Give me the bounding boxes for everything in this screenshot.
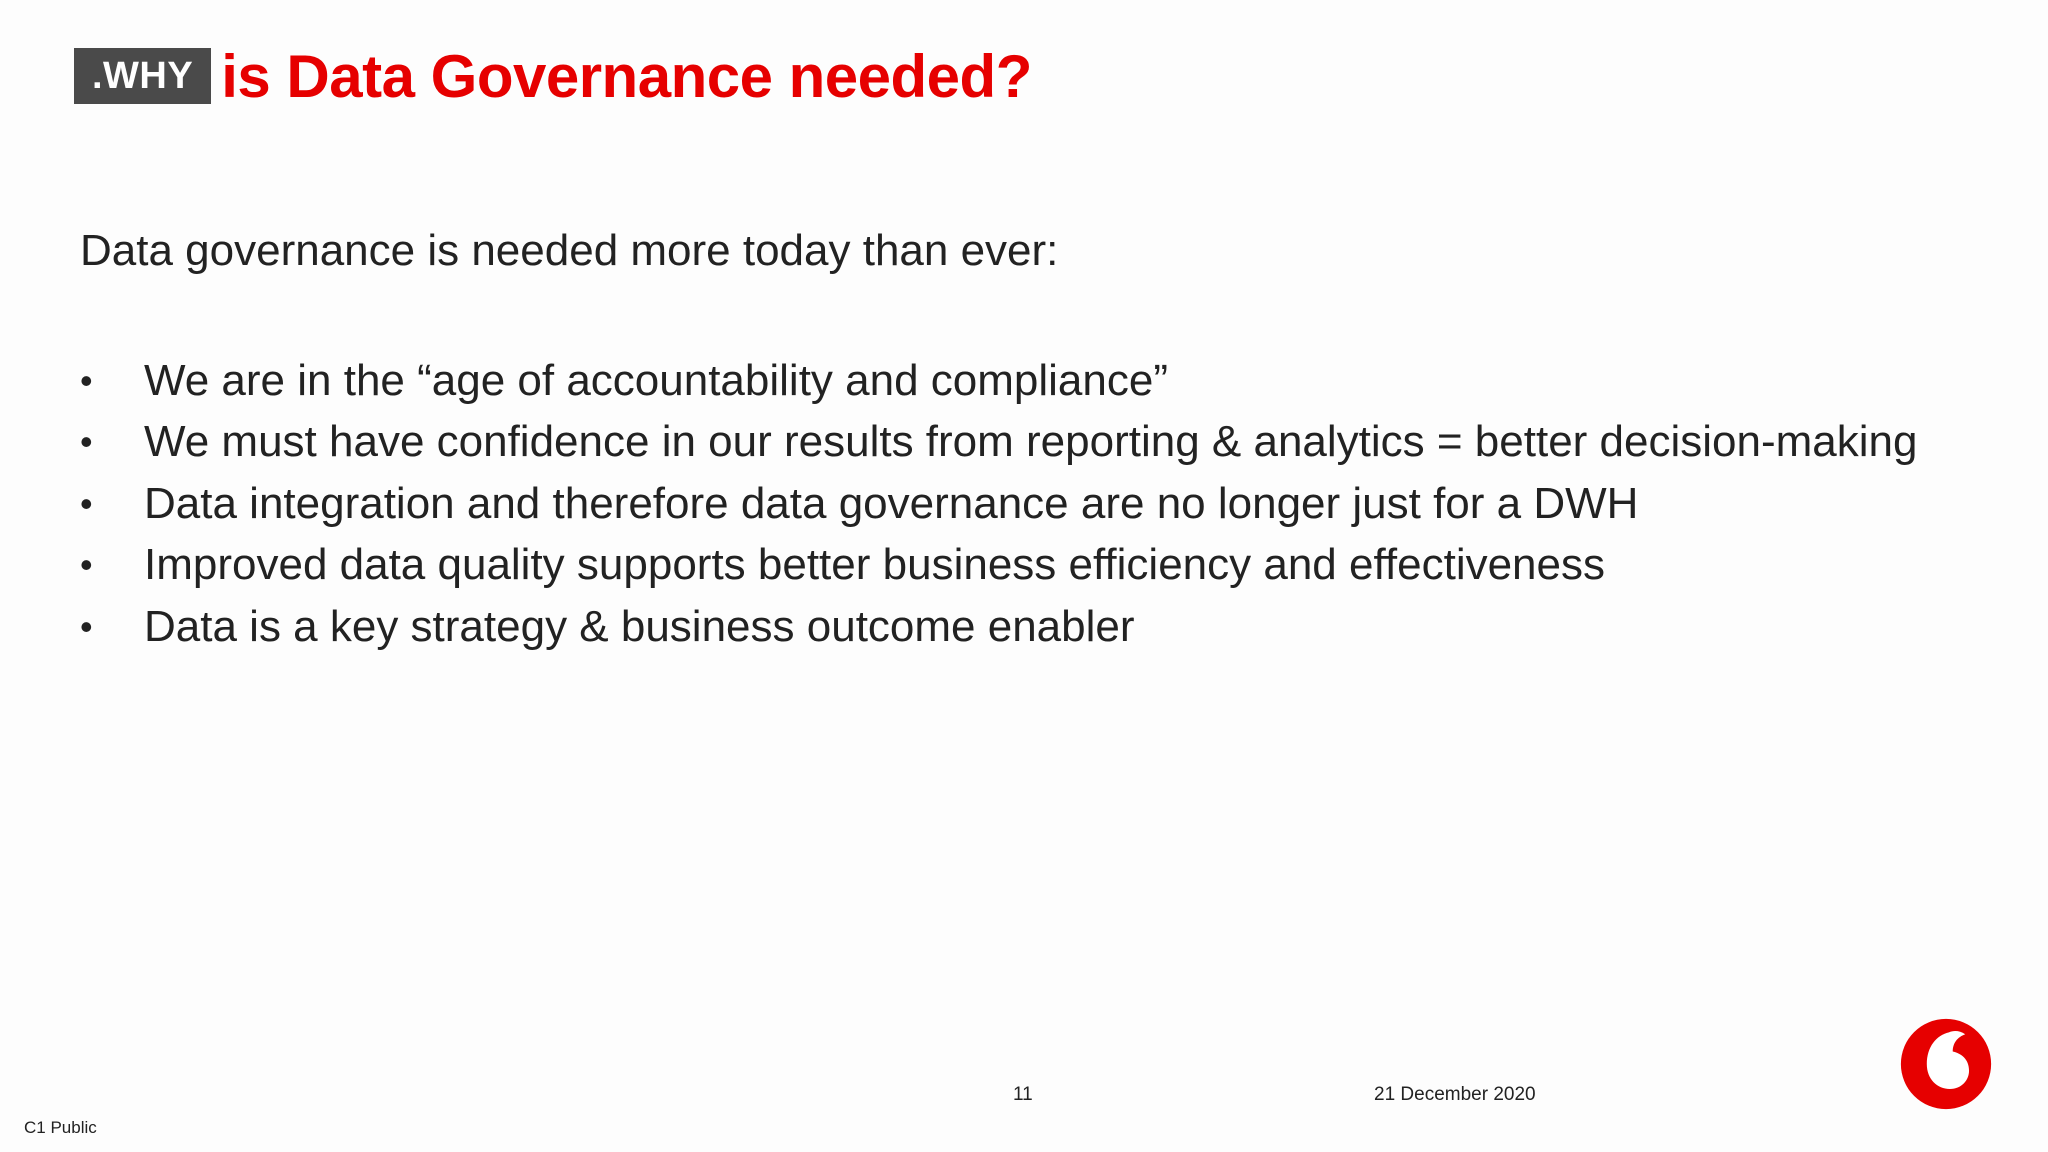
classification-label: C1 Public: [24, 1118, 97, 1137]
vodafone-logo-icon: [1898, 1016, 1994, 1112]
bullet-item: [80, 596, 1917, 658]
slide-title: is Data Governance needed?: [221, 42, 1032, 110]
title-row: [74, 40, 1032, 112]
bullet-text: Improved data quality supports better business efficiency and effectiveness: [144, 540, 1606, 590]
bullet-icon: •: [80, 421, 93, 463]
bullet-item: [80, 535, 1917, 597]
bullet-text: We are in the “age of accountability and compliance”: [144, 355, 1168, 405]
page-number: 11: [1013, 1084, 1033, 1105]
bullet-item: [80, 412, 1917, 474]
why-badge: .WHY: [74, 48, 211, 104]
bullet-icon: •: [80, 544, 93, 586]
bullet-text: Data integration and therefore data governance are no longer just for a DWH: [144, 478, 1639, 528]
bullet-item: [80, 473, 1917, 535]
bullet-list: [80, 350, 1917, 658]
bullet-icon: •: [80, 605, 93, 647]
bullet-item: [80, 350, 1917, 412]
bullet-icon: •: [80, 359, 93, 401]
bullet-text: We must have confidence in our results from reporting & analytics = better decision-making: [144, 417, 1918, 467]
intro-text: Data governance is needed more today than ever:: [80, 226, 1059, 275]
bullet-text: Data is a key strategy & business outcome enabler: [144, 601, 1135, 651]
bullet-icon: •: [80, 482, 93, 524]
footer-date: 21 December 2020: [1374, 1084, 1536, 1105]
